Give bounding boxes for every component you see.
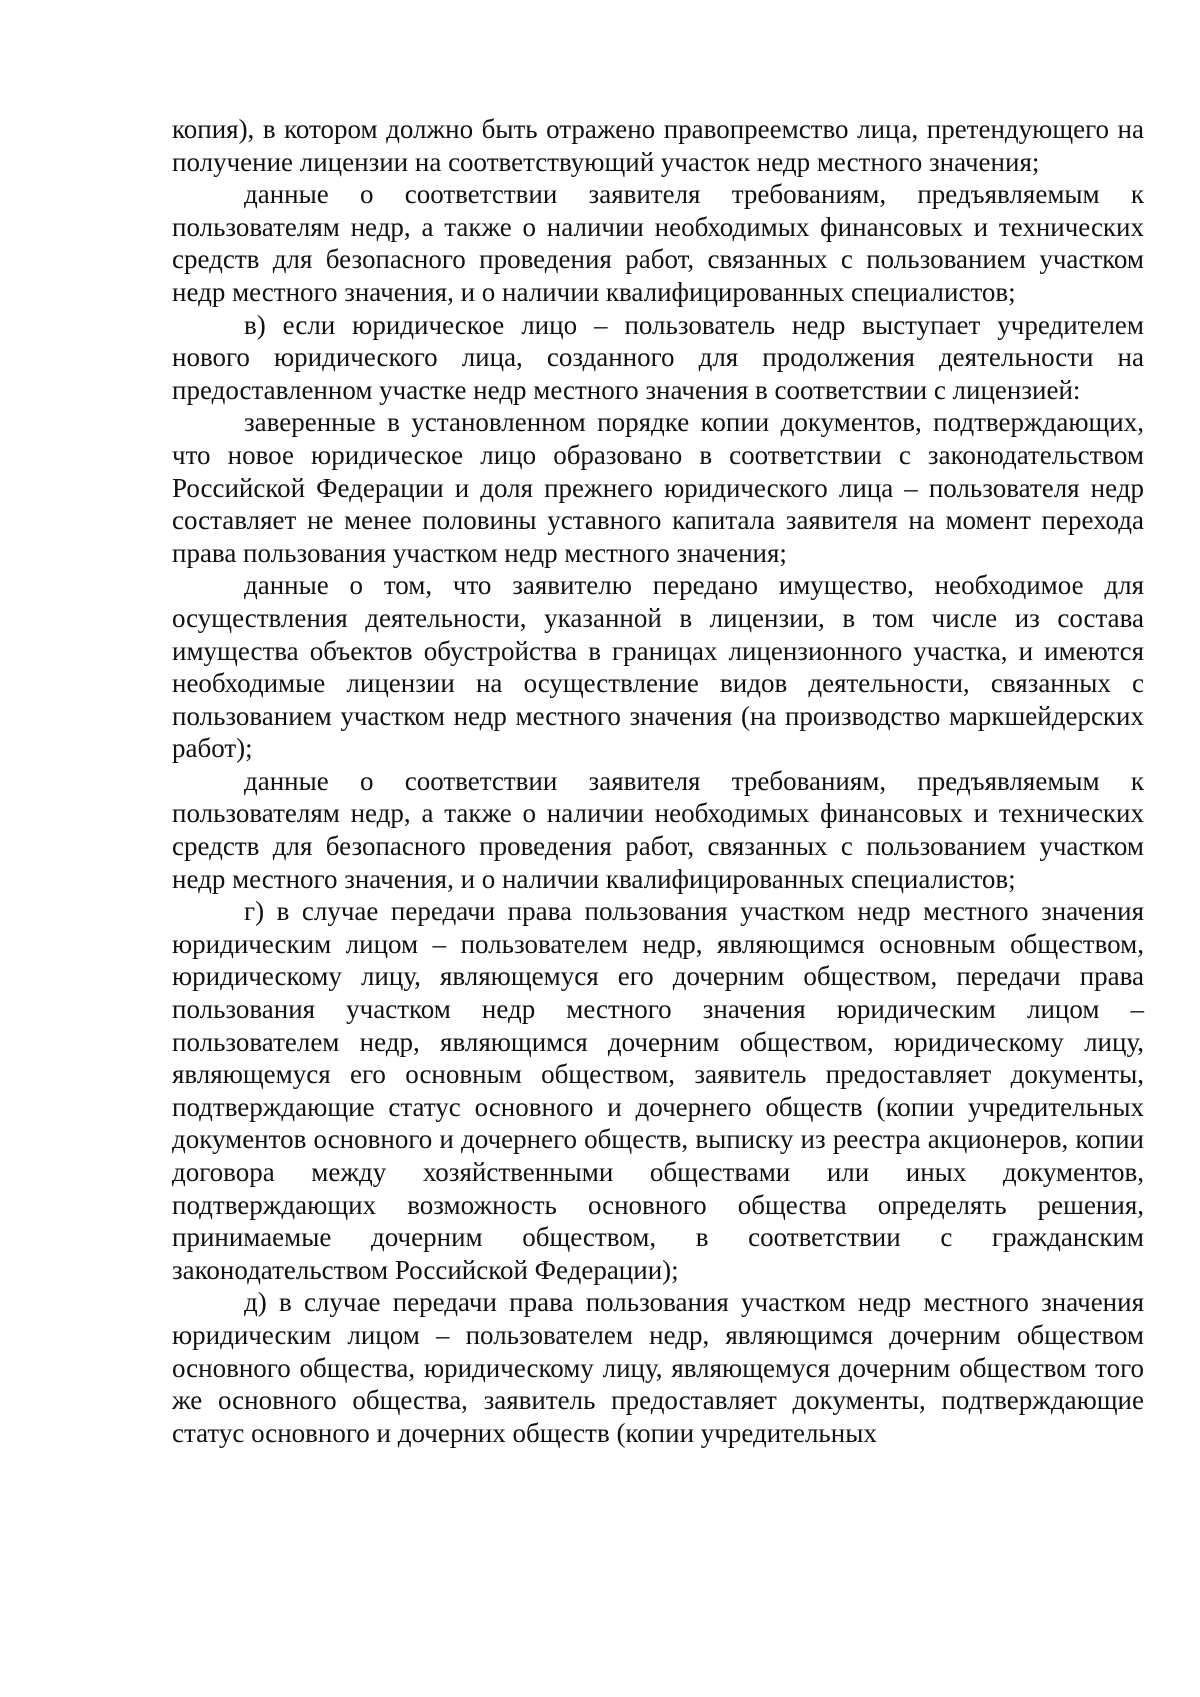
paragraph-continuation: копия), в котором должно быть отражено правопреемство лица, претендующего на получение лицензии на соответствующий участок недр местного значения; <box>172 114 1144 177</box>
paragraph-property-transfer: данные о том, что заявителю передано имущество, необходимое для осуществления деятельности, указанной в лицензии, в том числе из состава имущества объектов обустройства в границах лицензионного участка, и имеются необходимые лицензии на осуществление видов деятельности, связанных с пользованием участком недр местного значения (на производство маркшейдерских работ); <box>172 570 1144 764</box>
paragraph-applicant-requirements-2: данные о соответствии заявителя требованиям, предъявляемым к пользователям недр, а также о наличии необходимых финансовых и технических средств для безопасного проведения работ, связанных с пользованием участком недр местного значения, и о наличии квалифицированных специалистов; <box>172 765 1144 894</box>
paragraph-applicant-requirements: данные о соответствии заявителя требованиям, предъявляемым к пользователям недр, а также о наличии необходимых финансовых и технических средств для безопасного проведения работ, связанных с пользованием участком недр местного значения, и о наличии квалифицированных специалистов; <box>172 179 1144 307</box>
paragraph-item-v: в) если юридическое лицо – пользователь недр выступает учредителем нового юридического лица, созданного для продолжения деятельности на предоставленном участке недр местного значения в соответствии с лицензией: <box>172 309 1144 405</box>
paragraph-item-g: г) в случае передачи права пользования участком недр местного значения юридическим лицом – пользователем недр, являющимся основным обществом, юридическому лицу, являющемуся его дочерним обществом, передачи права пользования участком недр местного значения юридическим лицом – пользователем недр, являющимся дочерним обществом, юридическому лицу, являющемуся его основным обществом, заявитель предоставляет документы, подтверждающие статус основного и дочернего обществ (копии учредительных документов основного и дочернего обществ, выписку из реестра акционеров, копии договора между хозяйственными обществами или иных документов, подтверждающих возможность основного общества определять решения, принимаемые дочерним обществом, в соответствии с гражданским законодательством Российской Федерации); <box>172 896 1144 1285</box>
paragraph-certified-copies: заверенные в установленном порядке копии документов, подтверждающих, что новое юридическое лицо образовано в соответствии с законодательством Российской Федерации и доля прежнего юридического лица – пользователя недр составляет не менее половины уставного капитала заявителя на момент перехода права пользования участком недр местного значения; <box>172 407 1144 568</box>
document-body <box>172 113 1144 1449</box>
paragraph-item-d: д) в случае передачи права пользования участком недр местного значения юридическим лицом – пользователем недр, являющимся дочерним обществом основного общества, юридическому лицу, являющемуся дочерним обществом того же основного общества, заявитель предоставляет документы, подтверждающие статус основного и дочерних обществ (копии учредительных <box>172 1287 1144 1448</box>
